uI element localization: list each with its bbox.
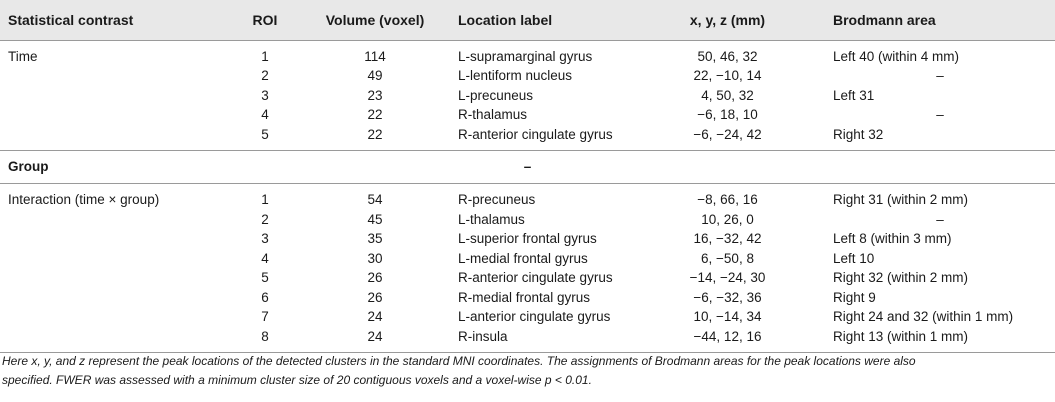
roi-cell: 6: [261, 289, 269, 305]
volume-cell: 49: [367, 68, 383, 83]
roi-cell: 2: [261, 211, 269, 227]
volume-cell: 24: [300, 327, 450, 353]
volume-cell: 30: [367, 250, 383, 266]
table-body: [0, 40, 1055, 353]
table-row: [0, 229, 1055, 249]
table-row: [0, 86, 1055, 106]
header-contrast: Statistical contrast: [0, 0, 230, 40]
coords-cell: 4, 50, 32: [701, 87, 754, 103]
table-row: [0, 125, 1055, 145]
header-row: [0, 0, 1055, 40]
table-footnote: [2, 352, 1047, 390]
volume-cell: 54: [367, 192, 383, 207]
header-volume: Volume (voxel): [300, 0, 450, 40]
brodmann-cell: –: [936, 68, 944, 83]
coords-cell: −6, −32, 36: [693, 289, 762, 305]
volume-cell: 22: [367, 107, 383, 122]
coords-cell: 10, −14, 34: [693, 309, 762, 324]
location-cell: L-anterior cingulate gyrus: [458, 309, 611, 324]
coords-cell: −14, −24, 30: [689, 270, 766, 285]
coords-cell: −6, −24, 42: [693, 126, 762, 142]
footnote-line-2: specified. FWER was assessed with a minimum cluster size of 20 contiguous voxels and a voxel-wise p < 0.01.: [2, 373, 592, 387]
coords-cell: 10, 26, 0: [701, 211, 754, 227]
table-row: [0, 210, 1055, 230]
coords-cell: 16, −32, 42: [693, 231, 762, 246]
location-cell: R-medial frontal gyrus: [458, 289, 591, 305]
contrast-label-time: Time: [8, 48, 38, 64]
brodmann-cell: Left 40 (within 4 mm): [833, 48, 960, 64]
location-cell: R-thalamus: [458, 107, 528, 122]
contrast-label-group: Group: [0, 151, 230, 184]
volume-cell: 23: [367, 87, 383, 103]
location-cell: L-precuneus: [458, 87, 534, 103]
roi-cell: 5: [261, 270, 269, 285]
table-header: [0, 0, 1055, 40]
brodmann-cell: Right 31 (within 2 mm): [833, 192, 969, 207]
roi-cell: 4: [261, 107, 269, 122]
roi-cell: 2: [261, 68, 269, 83]
table-row: [0, 40, 1055, 66]
location-cell: L-thalamus: [458, 211, 525, 227]
header-roi: ROI: [230, 0, 300, 40]
table-row: [0, 66, 1055, 86]
table-row: [0, 249, 1055, 269]
table-row: [0, 105, 1055, 125]
brodmann-cell: –: [936, 107, 944, 122]
brodmann-cell: Right 9: [833, 289, 876, 305]
volume-cell: 35: [367, 231, 383, 246]
volume-cell: 22: [367, 126, 383, 142]
coords-cell: −44, 12, 16: [630, 327, 825, 353]
location-cell: L-superior frontal gyrus: [458, 231, 597, 246]
roi-cell: 1: [261, 48, 269, 64]
brodmann-cell: Left 8 (within 3 mm): [833, 231, 952, 246]
coords-cell: 22, −10, 14: [693, 68, 762, 83]
roi-cell: 5: [261, 126, 269, 142]
coords-cell: −6, 18, 10: [697, 107, 758, 122]
group-row: [0, 151, 1055, 184]
table-row: [0, 184, 1055, 210]
brodmann-cell: –: [936, 211, 944, 227]
contrast-label-interaction: Interaction (time × group): [8, 192, 160, 207]
coords-cell: 6, −50, 8: [701, 250, 754, 266]
volume-cell: 45: [367, 211, 383, 227]
location-cell: L-medial frontal gyrus: [458, 250, 588, 266]
roi-cell: 3: [261, 231, 269, 246]
coords-cell: 50, 46, 32: [697, 48, 758, 64]
brodmann-cell: Right 13 (within 1 mm): [825, 327, 1055, 353]
brodmann-cell: Right 24 and 32 (within 1 mm): [833, 309, 1014, 324]
brodmann-cell: Right 32 (within 2 mm): [833, 270, 969, 285]
footnote-line-1: Here x, y, and z represent the peak locations of the detected clusters in the standard MNI coordinates. The assignments of Brodmann areas for the peak locations were also: [2, 354, 916, 368]
roi-cell: 1: [261, 192, 269, 207]
table-row: [0, 288, 1055, 308]
location-cell: R-anterior cingulate gyrus: [458, 126, 613, 142]
header-location: Location label: [450, 0, 630, 40]
header-brodmann: Brodmann area: [825, 0, 1055, 40]
roi-cell: 3: [261, 87, 269, 103]
brodmann-cell: Right 32: [833, 126, 884, 142]
volume-cell: 26: [367, 270, 383, 285]
location-cell: R-anterior cingulate gyrus: [458, 270, 613, 285]
volume-cell: 114: [364, 48, 386, 64]
roi-cell: 4: [261, 250, 269, 266]
location-cell: R-precuneus: [458, 192, 536, 207]
header-coords: x, y, z (mm): [630, 0, 825, 40]
table-row: [0, 268, 1055, 288]
table-row: [0, 307, 1055, 327]
group-value: –: [230, 151, 825, 184]
volume-cell: 24: [367, 309, 383, 324]
roi-cell: 8: [230, 327, 300, 353]
coords-cell: −8, 66, 16: [697, 192, 758, 207]
location-cell: R-insula: [450, 327, 630, 353]
location-cell: L-supramarginal gyrus: [458, 48, 593, 64]
roi-cell: 7: [261, 309, 269, 324]
brodmann-cell: Left 10: [833, 250, 875, 266]
table-row: [0, 327, 1055, 353]
location-cell: L-lentiform nucleus: [458, 68, 573, 83]
brodmann-cell: Left 31: [833, 87, 875, 103]
volume-cell: 26: [367, 289, 383, 305]
